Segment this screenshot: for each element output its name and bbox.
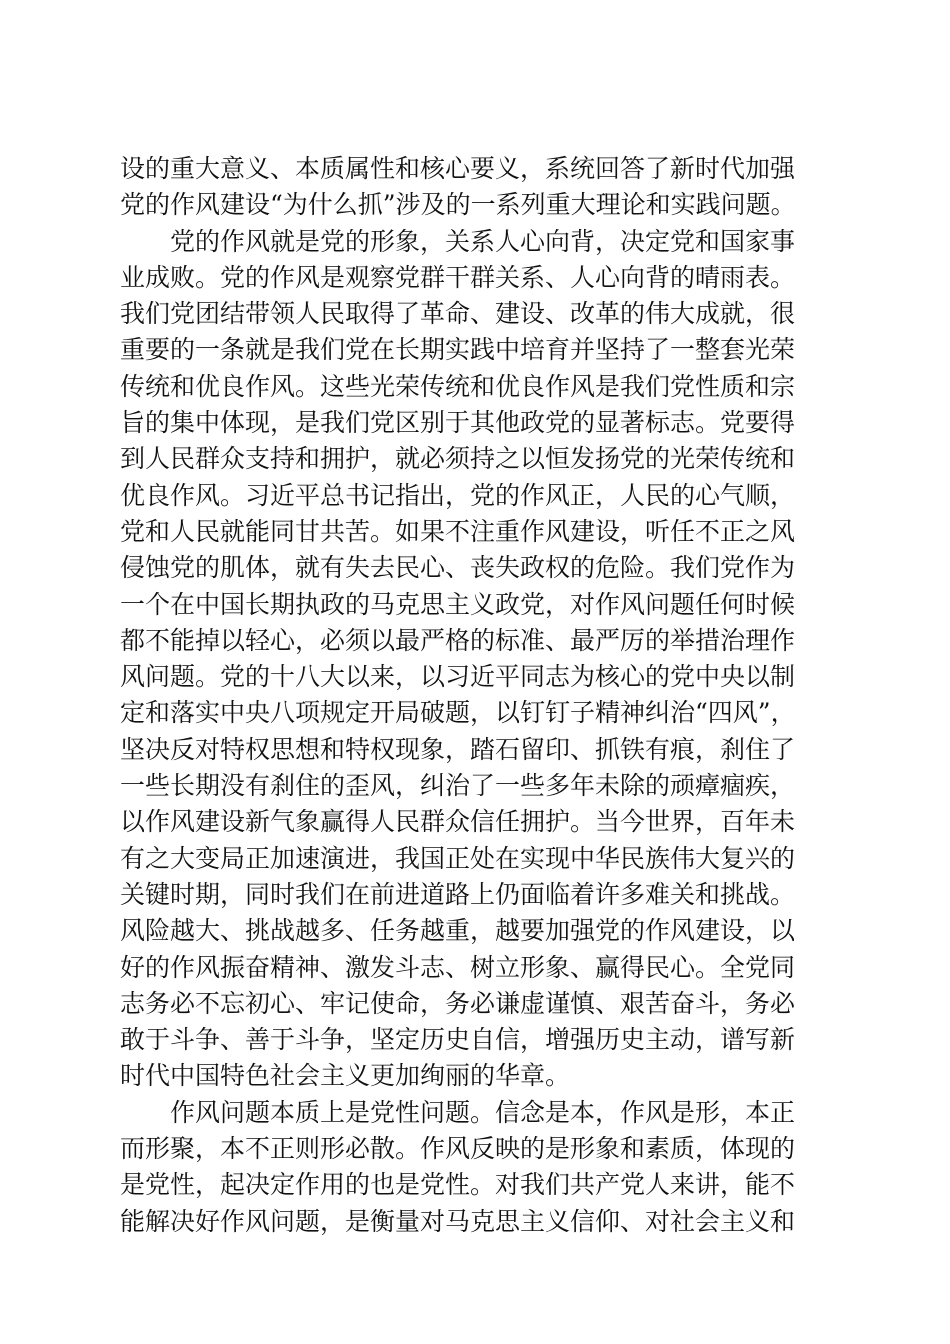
text-line: 党和人民就能同甘共苦。如果不注重作风建设，听任不正之风 (120, 516, 796, 546)
text-line: 志务必不忘初心、牢记使命，务必谦虚谨慎、艰苦奋斗，务必 (120, 988, 796, 1018)
text-line: 以作风建设新气象赢得人民群众信任拥护。当今世界，百年未 (120, 807, 796, 837)
text-line: 传统和优良作风。这些光荣传统和优良作风是我们党性质和宗 (120, 371, 796, 401)
body-text (120, 151, 840, 1240)
text-line: 业成败。党的作风是观察党群干群关系、人心向背的晴雨表。 (120, 262, 796, 292)
text-line: 敢于斗争、善于斗争，坚定历史自信，增强历史主动，谱写新 (120, 1025, 796, 1055)
text-line: 一些长期没有刹住的歪风，纠治了一些多年未除的顽瘴痼疾， (120, 771, 796, 801)
text-line: 关键时期，同时我们在前进道路上仍面临着许多难关和挑战。 (120, 879, 796, 909)
text-line: 侵蚀党的肌体，就有失去民心、丧失政权的危险。我们党作为 (120, 553, 796, 583)
text-line: 风险越大、挑战越多、任务越重，越要加强党的作风建设，以 (120, 916, 796, 946)
text-line: 设的重大意义、本质属性和核心要义，系统回答了新时代加强 (120, 154, 796, 183)
text-line: 好的作风振奋精神、激发斗志、树立形象、赢得民心。全党同 (120, 952, 796, 982)
text-line: 重要的一条就是我们党在长期实践中培育并坚持了一整套光荣 (120, 335, 796, 365)
text-line: 坚决反对特权思想和特权现象，踏石留印、抓铁有痕，刹住了 (120, 734, 796, 764)
text-line: 党的作风建设“为什么抓”涉及的一系列重大理论和实践问题。 (120, 190, 796, 220)
paragraph-first-line: 党的作风就是党的形象，关系人心向背，决定党和国家事 (170, 226, 796, 256)
text-line: 时代中国特色社会主义更加绚丽的华章。 (120, 1061, 571, 1091)
text-line: 有之大变局正加速演进，我国正处在实现中华民族伟大复兴的 (120, 843, 796, 873)
text-line: 一个在中国长期执政的马克思主义政党，对作风问题任何时候 (120, 589, 796, 619)
text-line: 优良作风。习近平总书记指出，党的作风正，人民的心气顺， (120, 480, 796, 510)
text-line: 定和落实中央八项规定开局破题，以钉钉子精神纠治“四风”， (120, 698, 796, 728)
text-line: 是党性，起决定作用的也是党性。对我们共产党人来讲，能不 (120, 1170, 796, 1200)
paragraph-first-line: 作风问题本质上是党性问题。信念是本，作风是形，本正 (170, 1097, 796, 1127)
text-line: 都不能掉以轻心，必须以最严格的标准、最严厉的举措治理作 (120, 625, 796, 655)
text-line: 我们党团结带领人民取得了革命、建设、改革的伟大成就，很 (120, 299, 796, 329)
text-line: 而形聚，本不正则形必散。作风反映的是形象和素质，体现的 (120, 1134, 796, 1164)
text-line: 风问题。党的十八大以来，以习近平同志为核心的党中央以制 (120, 662, 796, 692)
text-line: 旨的集中体现，是我们党区别于其他政党的显著标志。党要得 (120, 408, 796, 438)
text-line: 能解决好作风问题，是衡量对马克思主义信仰、对社会主义和 (120, 1206, 796, 1236)
text-line: 到人民群众支持和拥护，就必须持之以恒发扬党的光荣传统和 (120, 444, 796, 474)
